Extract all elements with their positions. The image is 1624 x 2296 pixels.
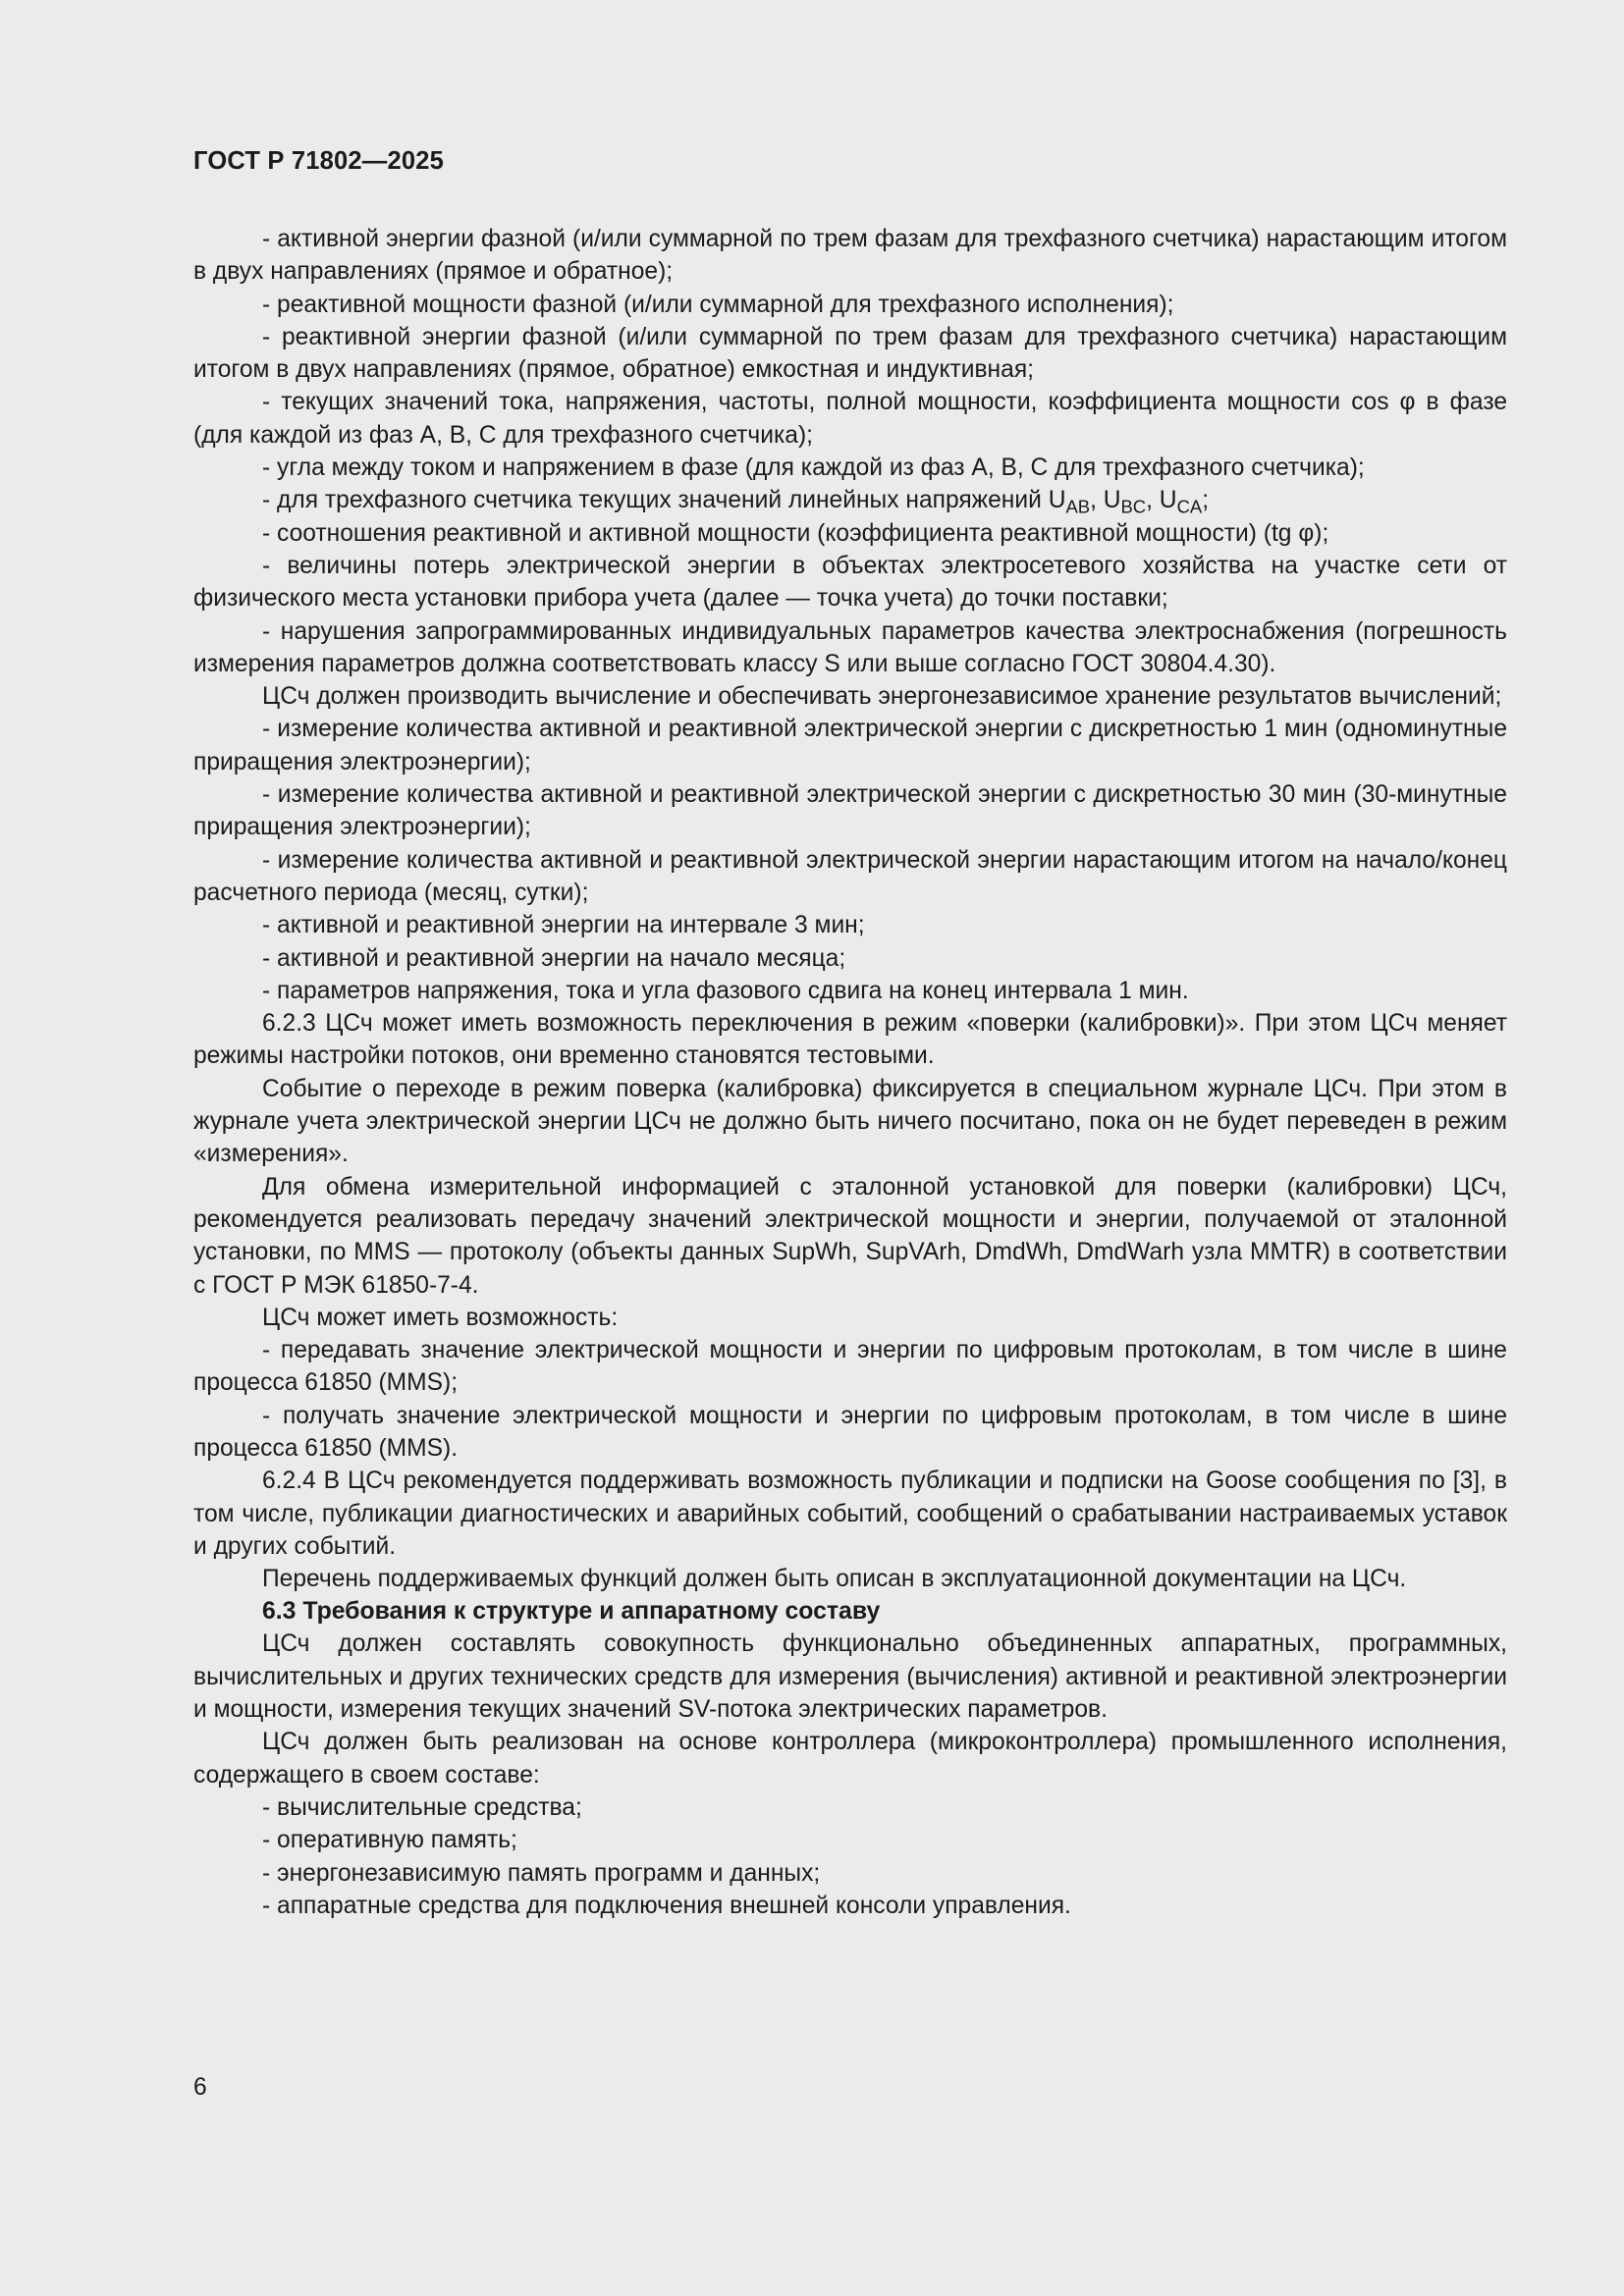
paragraph: 6.2.4 В ЦСч рекомендуется поддерживать возможность публикации и подписки на Goose сообщения по [3], в том числе, публикации диагностических и аварийных событий, сообщений о срабатывании настраиваемых уставок и других событий. — [193, 1468, 1507, 1560]
paragraph: - измерение количества активной и реактивной электрической энергии с дискретностью 1 мин (одноминутные приращения электроэнергии); — [193, 716, 1507, 775]
text: , — [1146, 487, 1160, 514]
subscript: AB — [1065, 496, 1091, 517]
paragraph: ЦСч должен производить вычисление и обеспечивать энергонезависимое хранение результатов вычислений; — [262, 683, 1502, 711]
symbol: U — [1103, 487, 1121, 514]
document-header: ГОСТ Р 71802—2025 — [193, 147, 445, 175]
subscript: CA — [1176, 496, 1203, 517]
paragraph: - величины потерь электрической энергии в объектах электросетевого хозяйства на участке сети от физического места установки прибора учета (далее — точка учета) до точки поставки; — [193, 552, 1507, 613]
paragraph: - реактивной энергии фазной (и/или суммарной по трем фазам для трехфазного счетчика) нарастающим итогом в двух направлениях (прямое, обратное) емкостная и индуктивная; — [193, 323, 1507, 384]
paragraph: - реактивной мощности фазной (и/или суммарной для трехфазного исполнения); — [262, 291, 1174, 318]
paragraph: - измерение количества активной и реактивной электрической энергии нарастающим итогом на начало/конец расчетного периода (месяц, сутки); — [193, 846, 1507, 906]
section-heading: 6.3 Требования к структуре и аппаратному составу — [262, 1598, 881, 1626]
symbol: U — [1159, 487, 1177, 514]
paragraph: - активной и реактивной энергии на интервале 3 мин; — [262, 912, 865, 939]
paragraph: - получать значение электрической мощности и энергии по цифровым протоколам, в том числе в шине процесса 61850 (MMS). — [193, 1402, 1507, 1462]
paragraph: ЦСч должен составлять совокупность функционально объединенных аппаратных, программных, вычислительных и других технических средств для измерения (вычисления) активной и реактивной электроэнергии и мощности, измерения текущих значений SV-потока электрических параметров. — [193, 1630, 1507, 1724]
paragraph: - параметров напряжения, тока и угла фазового сдвига на конец интервала 1 мин. — [262, 977, 1189, 1004]
paragraph: ЦСч должен быть реализован на основе контроллера (микроконтроллера) промышленного исполнения, содержащего в своем составе: — [193, 1729, 1507, 1789]
paragraph: - энергонезависимую память программ и данных; — [262, 1859, 821, 1887]
paragraph: Для обмена измерительной информацией с эталонной установкой для поверки (калибровки) ЦСч, рекомендуется реализовать передачу значений электрической мощности и энергии, получаемой от эталонной установки, по MMS — протоколу (объекты данных SupWh, SupVArh, DmdWh, DmdWarh узла MMTR) в соответствии с ГОСТ Р МЭК 61850-7-4. — [193, 1173, 1507, 1299]
paragraph: - соотношения реактивной и активной мощности (коэффициента реактивной мощности) (tg φ); — [262, 519, 1329, 547]
paragraph: - измерение количества активной и реактивной электрической энергии с дискретностью 30 мин (30-минутные приращения электроэнергии); — [193, 781, 1507, 841]
subscript: BC — [1120, 496, 1147, 517]
text: , — [1090, 487, 1104, 514]
paragraph: Событие о переходе в режим поверка (калибровка) фиксируется в специальном журнале ЦСч. При этом в журнале учета электрической энергии ЦСч не должно быть ничего посчитано, пока он не будет переведен в режим «измерения». — [193, 1075, 1507, 1168]
document-page — [193, 0, 1507, 2296]
document-body — [193, 223, 1507, 1922]
paragraph: - вычислительные средства; — [262, 1793, 582, 1821]
paragraph: - передавать значение электрической мощности и энергии по цифровым протоколам, в том числе в шине процесса 61850 (MMS); — [193, 1337, 1507, 1397]
paragraph: Перечень поддерживаемых функций должен быть описан в эксплуатационной документации на ЦСч. — [262, 1566, 1407, 1593]
text: - для трехфазного счетчика текущих значений линейных напряжений — [262, 487, 1049, 514]
paragraph: - текущих значений тока, напряжения, частоты, полной мощности, коэффициента мощности cos φ в фазе (для каждой из фаз A, B, C для трехфазного счетчика); — [193, 389, 1507, 449]
paragraph: - угла между током и напряжением в фазе (для каждой из фаз A, B, C для трехфазного счетчика); — [262, 454, 1365, 482]
paragraph: - активной энергии фазной (и/или суммарной по трем фазам для трехфазного счетчика) нарастающим итогом в двух направлениях (прямое и обратное); — [193, 226, 1507, 286]
paragraph: 6.2.3 ЦСч может иметь возможность переключения в режим «поверки (калибровки)». При этом ЦСч меняет режимы настройки потоков, они временно становятся тестовыми. — [193, 1010, 1507, 1070]
paragraph: - оперативную память; — [262, 1827, 517, 1854]
text: ; — [1202, 487, 1210, 514]
page-number: 6 — [193, 2074, 207, 2101]
paragraph: - активной и реактивной энергии на начало месяца; — [262, 944, 846, 972]
paragraph: ЦСч может иметь возможность: — [262, 1304, 619, 1331]
paragraph: - нарушения запрограммированных индивидуальных параметров качества электроснабжения (погрешность измерения параметров должна соответствовать классу S или выше согласно ГОСТ 30804.4.30). — [193, 617, 1507, 677]
paragraph: - аппаратные средства для подключения внешней консоли управления. — [262, 1892, 1071, 1919]
paragraph-line-voltages — [193, 484, 1507, 516]
symbol: U — [1048, 487, 1066, 514]
